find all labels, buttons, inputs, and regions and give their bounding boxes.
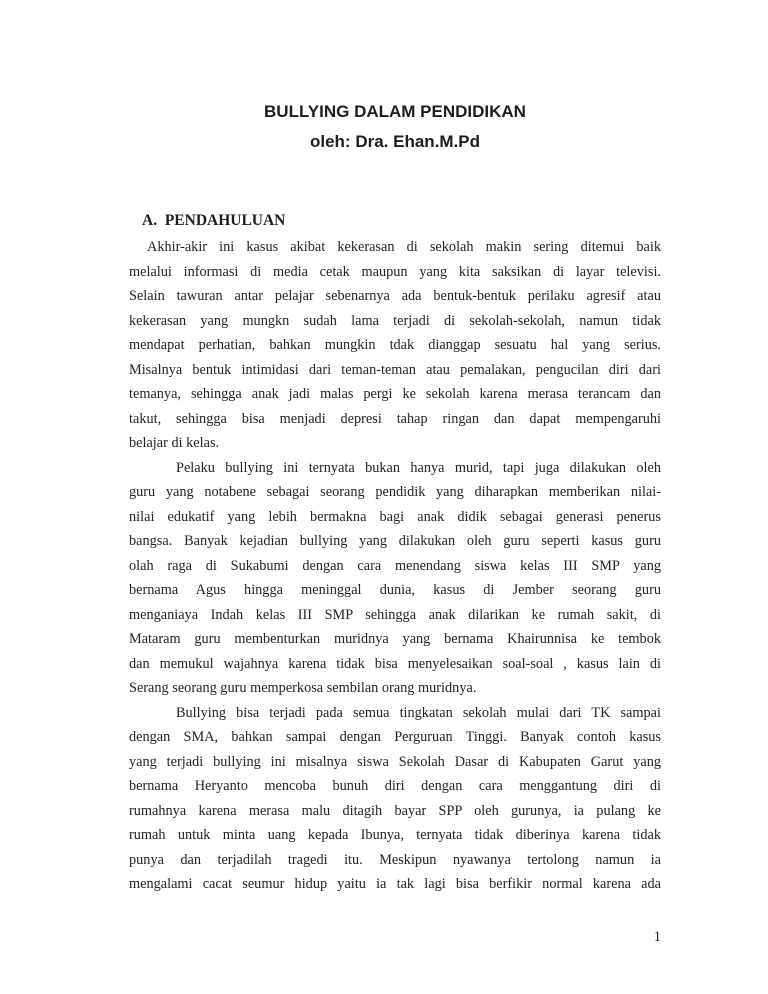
- text-line: bernama Heryanto mencoba bunuh diri dengan cara menggantung diri di: [129, 778, 661, 794]
- paragraph: [129, 235, 661, 456]
- text-line: dengan SMA, bahkan sampai dengan Perguruan Tinggi. Banyak contoh kasus: [129, 729, 661, 745]
- text-line: rumahnya karena merasa malu ditagih bayar SPP oleh gurunya, ia pulang ke: [129, 802, 661, 819]
- text-line: mendapat perhatian, bahkan mungkin tdak dianggap sesuatu hal yang serius.: [129, 337, 661, 353]
- text-line: melalui informasi di media cetak maupun yang kita saksikan di layar televisi.: [129, 263, 661, 280]
- paragraph: [129, 701, 661, 897]
- text-line: Akhir-akir ini kasus akibat kekerasan di sekolah makin sering ditemui baik: [147, 239, 661, 255]
- text-line: bangsa. Banyak kejadian bullying yang dilakukan oleh guru seperti kasus guru: [129, 533, 661, 549]
- text-line: menganiaya Indah kelas III SMP sehingga anak dilarikan ke rumah sakit, di: [129, 606, 661, 623]
- text-line: mengalami cacat seumur hidup yaitu ia tak lagi bisa berfikir normal karena ada: [129, 876, 661, 892]
- text-line: takut, sehingga bisa menjadi depresi tahap ringan dan dapat mempengaruhi: [129, 410, 661, 427]
- text-line: guru yang notabene sebagai seorang pendidik yang diharapkan memberikan nilai-: [129, 484, 661, 500]
- document-body: [129, 235, 661, 897]
- text-line: kekerasan yang mungkn sudah lama terjadi di sekolah-sekolah, namun tidak: [129, 312, 661, 329]
- text-line: Mataram guru membenturkan muridnya yang bernama Khairunnisa ke tembok: [129, 631, 661, 647]
- text-line: Bullying bisa terjadi pada semua tingkatan sekolah mulai dari TK sampai: [176, 704, 661, 721]
- text-line: Pelaku bullying ini ternyata bukan hanya murid, tapi juga dilakukan oleh: [176, 459, 661, 476]
- text-line: bernama Agus hingga meninggal dunia, kasus di Jember seorang guru: [129, 582, 661, 598]
- text-line: olah raga di Sukabumi dengan cara menendang siswa kelas III SMP yang: [129, 557, 661, 574]
- text-line: nilai edukatif yang lebih bermakna bagi anak didik sebagai generasi penerus: [129, 508, 661, 525]
- document-byline: oleh: Dra. Ehan.M.Pd: [309, 132, 481, 151]
- text-line: Serang seorang guru memperkosa sembilan orang muridnya.: [129, 680, 477, 696]
- text-line: belajar di kelas.: [129, 435, 220, 451]
- document-title: BULLYING DALAM PENDIDIKAN: [264, 102, 526, 121]
- text-line: dan memukul wajahnya karena tidak bisa menyelesaikan soal-soal , kasus lain di: [129, 655, 661, 672]
- text-line: Misalnya bentuk intimidasi dari teman-teman atau pemalakan, pengucilan diri dari: [129, 361, 661, 378]
- text-line: yang terjadi bullying ini misalnya siswa Sekolah Dasar di Kabupaten Garut yang: [129, 753, 661, 770]
- text-line: punya dan terjadilah tragedi itu. Meskipun nyawanya tertolong namun ia: [129, 851, 661, 868]
- text-line: rumah untuk minta uang kepada Ibunya, ternyata tidak diberinya karena tidak: [129, 827, 661, 843]
- section-heading: A. PENDAHULUAN: [142, 212, 286, 229]
- page-number: 1: [653, 929, 661, 945]
- text-line: Selain tawuran antar pelajar sebenarnya ada bentuk-bentuk perilaku agresif atau: [129, 288, 661, 304]
- text-line: temanya, sehingga anak jadi malas pergi ke sekolah karena merasa terancam dan: [129, 386, 661, 402]
- paragraph: [129, 456, 661, 701]
